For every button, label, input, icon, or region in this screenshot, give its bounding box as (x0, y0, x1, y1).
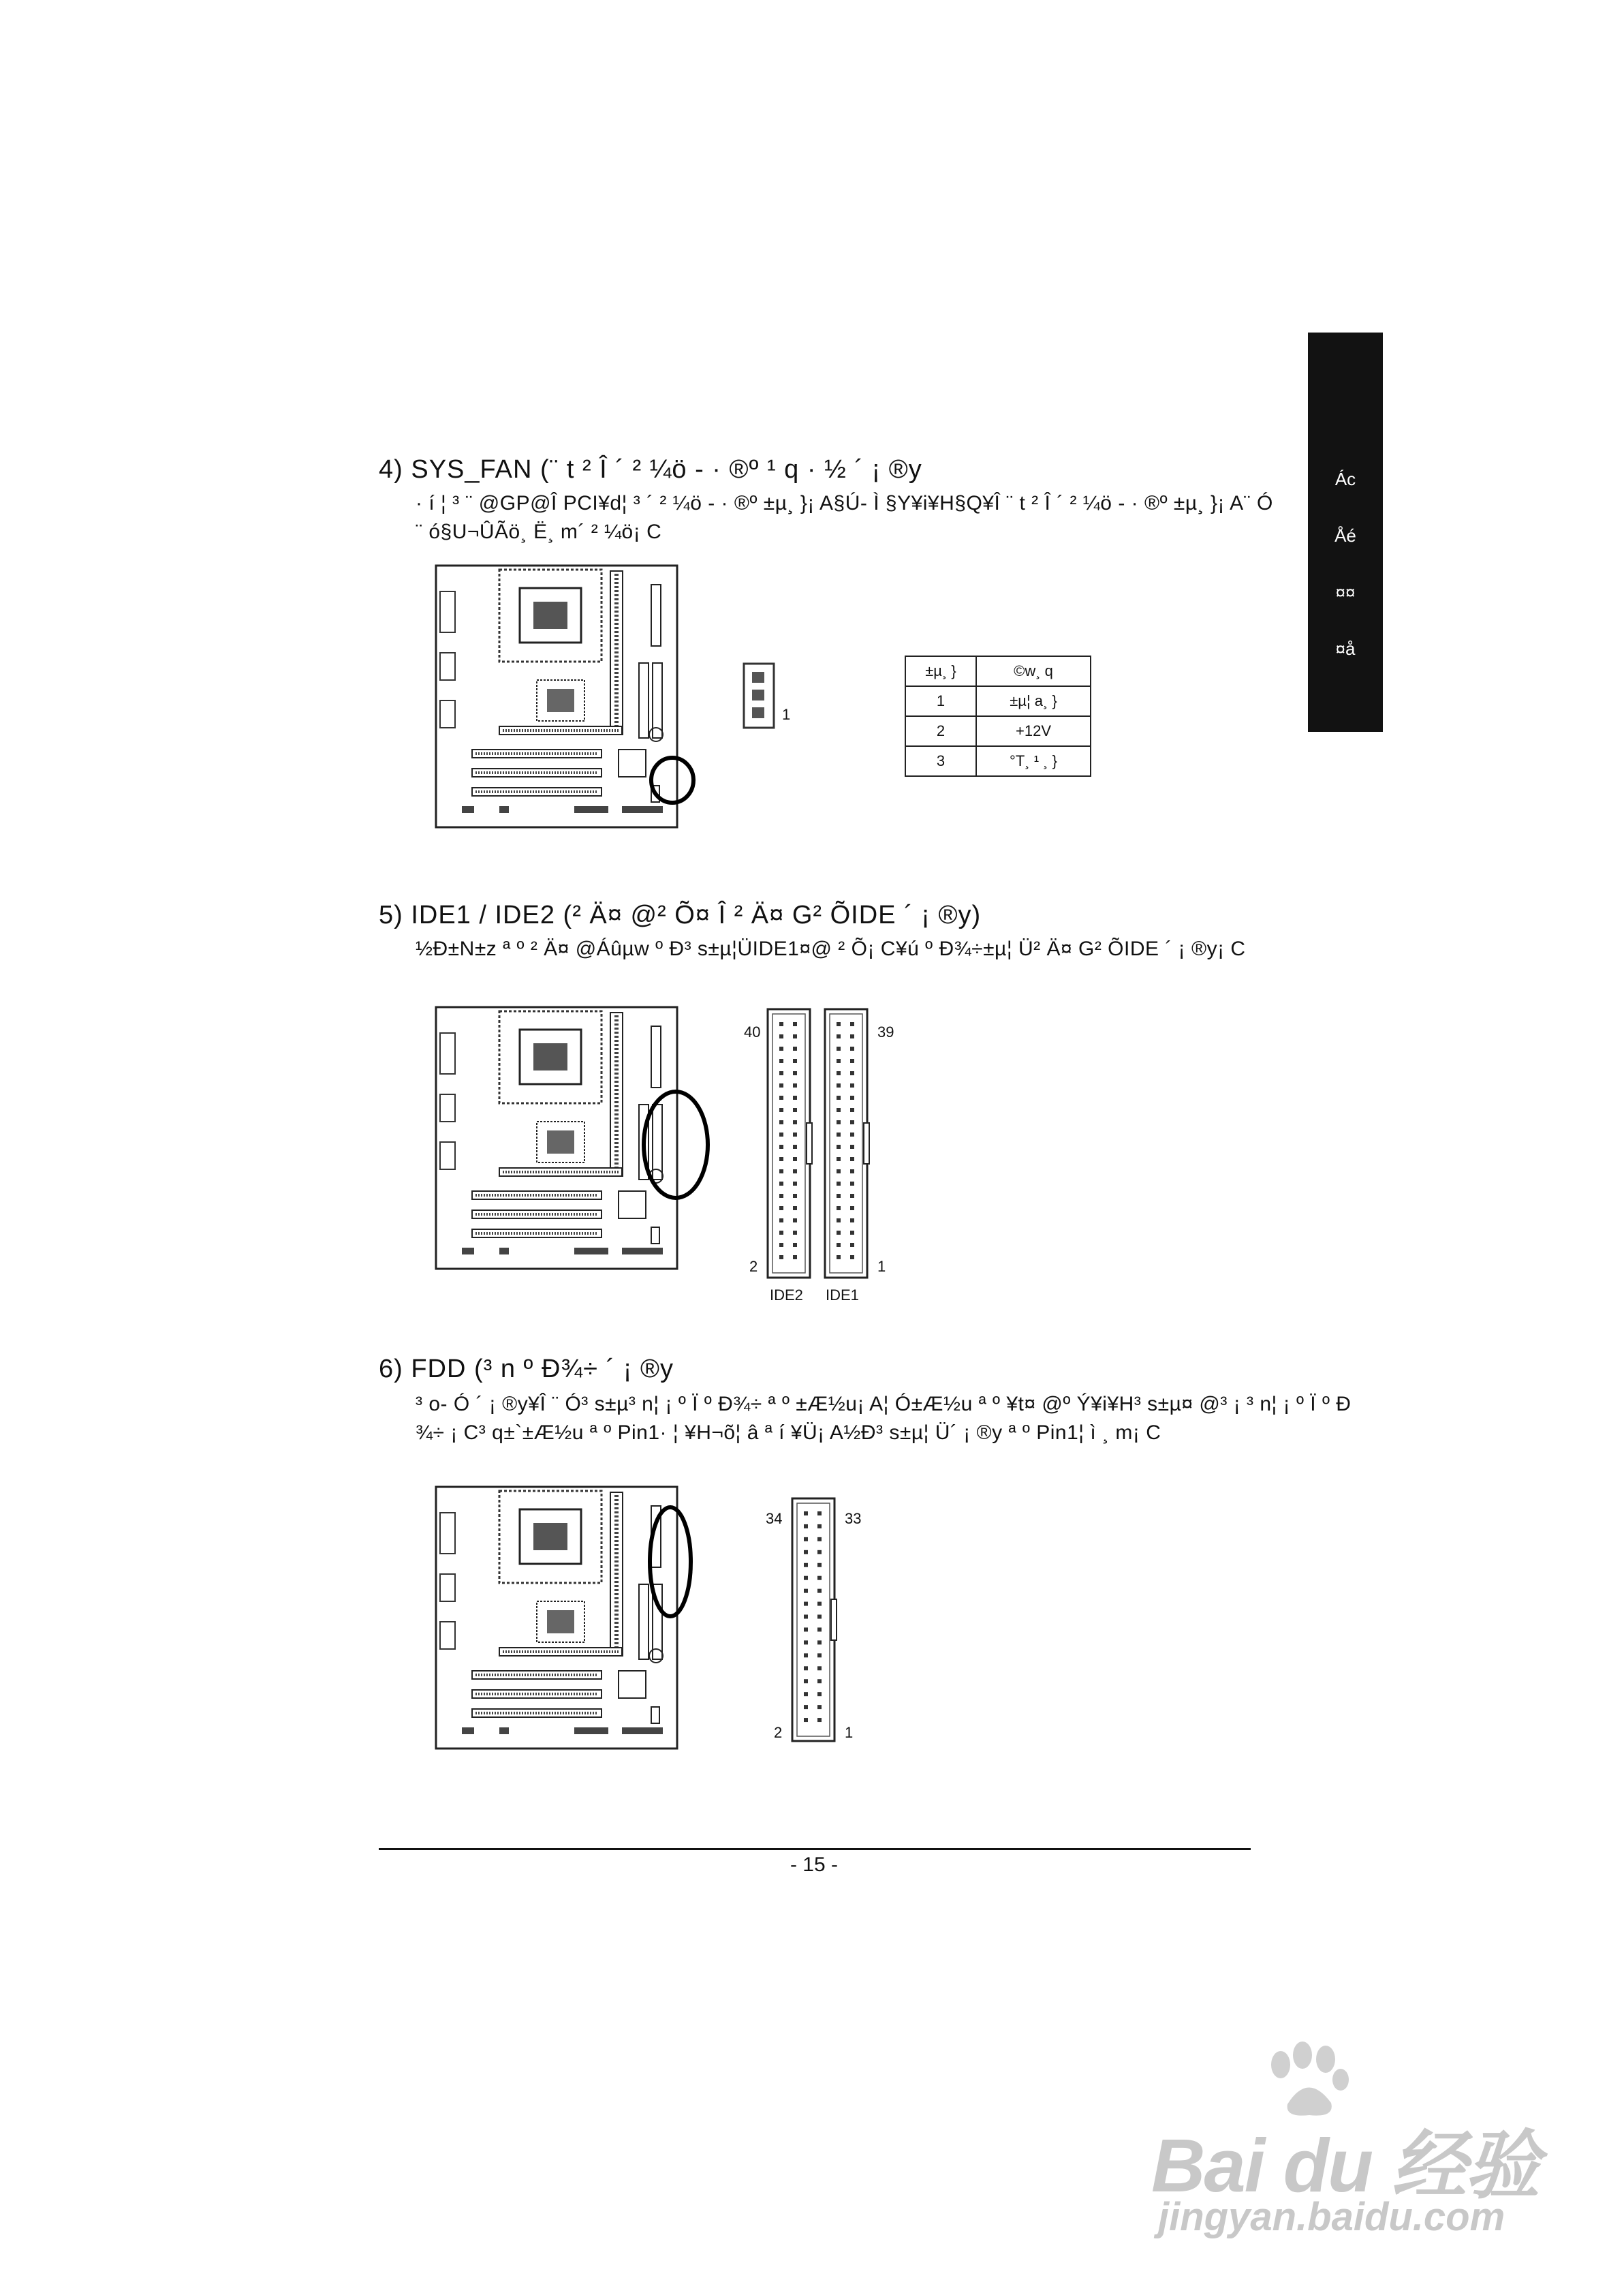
header-pin (837, 1231, 841, 1235)
header-pin (804, 1537, 808, 1541)
table-header-definition: ©w¸ q (976, 656, 1091, 686)
header-pin (817, 1692, 822, 1696)
front-panel-header (462, 1248, 474, 1254)
header-pin (793, 1096, 797, 1100)
header-pin (793, 1071, 797, 1075)
section-heading-fdd: 6) FDD (³ n º Ð¾÷ ´ ¡ ®y (379, 1355, 674, 1383)
watermark-url: jingyan.baidu.com (1158, 2195, 1505, 2239)
header-pin (850, 1243, 854, 1247)
header-pin (804, 1524, 808, 1528)
cpu-die (533, 1523, 567, 1550)
header-pin (779, 1047, 783, 1051)
header-pin (779, 1231, 783, 1235)
header-pin (837, 1243, 841, 1247)
footer-divider (379, 1848, 1251, 1850)
pin-definition: +12V (976, 716, 1091, 746)
header-pin (779, 1145, 783, 1149)
header-pin (779, 1218, 783, 1222)
highlight-circle (649, 756, 716, 825)
header-pin (817, 1537, 822, 1541)
header-pin (837, 1034, 841, 1038)
header-pin (804, 1615, 808, 1619)
fdd-connector-diagram (790, 1496, 839, 1743)
header-pin (793, 1255, 797, 1259)
header-pin (837, 1145, 841, 1149)
header-pin (817, 1576, 822, 1580)
header-pin (779, 1071, 783, 1075)
header-pin (817, 1602, 822, 1606)
paw-icon (1260, 2044, 1356, 2119)
header-pin (779, 1157, 783, 1161)
header-pin (793, 1218, 797, 1222)
front-panel-header (462, 1727, 474, 1734)
header-pin (804, 1589, 808, 1593)
header-pin (793, 1083, 797, 1088)
page-number: - 15 - (790, 1853, 839, 1876)
header-pin (779, 1194, 783, 1198)
table-row (905, 686, 1091, 716)
panel-header (622, 1248, 663, 1254)
pin-definition: ±µ¦ a¸ } (976, 686, 1091, 716)
header-pin (804, 1640, 808, 1644)
header-body (792, 1498, 834, 1741)
header-pin (850, 1120, 854, 1124)
io-chip (619, 750, 646, 777)
connector-pin-label: 1 (782, 706, 791, 723)
header-pin (817, 1511, 822, 1515)
motherboard-diagram (435, 564, 678, 830)
header-pin (793, 1243, 797, 1247)
header-body (768, 1009, 810, 1278)
header-pin (850, 1182, 854, 1186)
header-pin (837, 1120, 841, 1124)
header-pin (850, 1096, 854, 1100)
header-key (807, 1123, 812, 1164)
io-chip (619, 1671, 646, 1698)
header-pin (793, 1182, 797, 1186)
header-pin (793, 1206, 797, 1210)
ide-header (639, 663, 649, 738)
fdd-header (651, 585, 661, 646)
pin-number: 3 (905, 746, 976, 776)
watermark-logo: Bai du 经验 (1151, 2124, 1539, 2208)
ide-header (653, 663, 662, 738)
header-pin (850, 1047, 854, 1051)
header-pin (837, 1133, 841, 1137)
header-pin (837, 1182, 841, 1186)
header-pin (850, 1071, 854, 1075)
header-pin (779, 1255, 783, 1259)
header-pin (817, 1615, 822, 1619)
header-pin (850, 1194, 854, 1198)
ide2-label: IDE2 (770, 1287, 803, 1304)
header-pin (837, 1083, 841, 1088)
header-pin (804, 1550, 808, 1554)
header-pin (793, 1059, 797, 1063)
header-pin (804, 1511, 808, 1515)
section-text-line: ¾÷ ¡ C³ q±`±Æ½u ª º Pin1· ¦ ¥H¬õ¦ â ª í ¥Ü¡ A½Ð³ s±µ¦ Ü´ ¡ ®y ª º Pin1¦ ì ¸ m¡ C (416, 1421, 1161, 1444)
pin-label: 40 (744, 1023, 761, 1041)
header-pin (793, 1194, 797, 1198)
header-pin (837, 1157, 841, 1161)
header-pin (837, 1047, 841, 1051)
header-pin (837, 1108, 841, 1112)
header-pin (793, 1157, 797, 1161)
audio-header (499, 1727, 509, 1734)
section-heading-ide: 5) IDE1 / IDE2 (² Ä¤ @² Õ¤ Î ² Ä¤ G² ÕIDE ´ ¡ ®y) (379, 901, 982, 929)
chipset-core (547, 1610, 574, 1633)
ide1-connector-diagram (823, 1007, 872, 1280)
pin-number: 2 (905, 716, 976, 746)
header-pin (779, 1034, 783, 1038)
cpu-die (533, 602, 567, 629)
header-pin (793, 1120, 797, 1124)
header-pin (817, 1679, 822, 1683)
header-pin (837, 1096, 841, 1100)
fdd-header (651, 1026, 661, 1088)
pin-label: 1 (877, 1258, 886, 1275)
pin-label: 1 (845, 1724, 854, 1741)
section-heading-sys-fan: 4) SYS_FAN (¨ t ² Î ´ ² ¼ö - · ®º ¹ q · ½ ´ ¡ ®y (379, 455, 922, 484)
header-pin (817, 1666, 822, 1670)
chapter-side-tab (1308, 333, 1383, 732)
usb-header (574, 1248, 608, 1254)
ide1-label: IDE1 (826, 1287, 859, 1304)
header-pin (793, 1108, 797, 1112)
header-pin (850, 1145, 854, 1149)
chipset-core (547, 689, 574, 712)
section-text-line: ½Ð±N±z ª º ² Ä¤ @Áûµw º Ð³ s±µ¦ÜIDE1¤@ ² Õ¡ C¥ú º Ð¾÷±µ¦ Ü² Ä¤ G² ÕIDE ´ ¡ ®y¡ C (416, 938, 1246, 960)
header-pin (793, 1133, 797, 1137)
side-tab-char: Åé (1334, 525, 1356, 546)
table-row (905, 746, 1091, 776)
header-pin (850, 1059, 854, 1063)
header-pin (804, 1602, 808, 1606)
header-pin (850, 1255, 854, 1259)
header-pin (837, 1071, 841, 1075)
header-pin (817, 1589, 822, 1593)
header-pin (837, 1255, 841, 1259)
header-pin (779, 1059, 783, 1063)
header-pin (817, 1640, 822, 1644)
panel-header (622, 1727, 663, 1734)
section-text-line: · í ¦ ³ ¨ @GP@Î PCI¥d¦ ³ ´ ² ¼ö - · ®º ±µ¸ }¡ A§Ú- Ì §Y¥i¥H§Q¥Î ¨ t ² Î ´ ² ¼ö - · ®º ±µ¸ }¡ A¨ Ó (416, 492, 1273, 514)
header-pin (850, 1218, 854, 1222)
usb-header (574, 806, 608, 813)
header-pin (817, 1653, 822, 1657)
header-pin (850, 1083, 854, 1088)
header-pin (779, 1120, 783, 1124)
header-key (864, 1123, 869, 1164)
header-pin (804, 1705, 808, 1709)
table-header-pin: ±µ¸ } (905, 656, 976, 686)
usb-header (574, 1727, 608, 1734)
audio-header (499, 1248, 509, 1254)
pin-label: 34 (766, 1510, 783, 1527)
header-pin (850, 1022, 854, 1026)
header-pin (779, 1108, 783, 1112)
highlight-circle (639, 1089, 714, 1205)
header-pin (837, 1194, 841, 1198)
fan-header (651, 1707, 659, 1723)
header-pin (804, 1679, 808, 1683)
header-pin (804, 1666, 808, 1670)
header-pin (793, 1231, 797, 1235)
header-pin (850, 1157, 854, 1161)
header-pin (804, 1692, 808, 1696)
pin-label: 39 (877, 1023, 894, 1041)
header-pin (817, 1705, 822, 1709)
header-pin (837, 1022, 841, 1026)
header-pin (850, 1108, 854, 1112)
header-pin (779, 1182, 783, 1186)
header-key (831, 1599, 837, 1640)
header-pin (850, 1133, 854, 1137)
header-pin (793, 1022, 797, 1026)
audio-header (499, 806, 509, 813)
header-pin (837, 1218, 841, 1222)
pin-number: 1 (905, 686, 976, 716)
header-pin (804, 1627, 808, 1631)
header-pin (837, 1169, 841, 1173)
fan-connector-icon (743, 662, 777, 730)
fan-pin-table (905, 656, 1091, 777)
pin-label: 33 (845, 1510, 862, 1527)
header-pin (817, 1627, 822, 1631)
header-pin (817, 1550, 822, 1554)
header-pin (779, 1133, 783, 1137)
header-pin (779, 1169, 783, 1173)
cpu-die (533, 1043, 567, 1071)
header-pin (793, 1169, 797, 1173)
header-pin (779, 1096, 783, 1100)
header-body (825, 1009, 867, 1278)
header-pin (850, 1231, 854, 1235)
header-pin (837, 1059, 841, 1063)
header-pin (779, 1022, 783, 1026)
motherboard-diagram (435, 1485, 678, 1751)
header-pin (817, 1718, 822, 1722)
header-pin (817, 1563, 822, 1567)
header-pin (837, 1206, 841, 1210)
header-pin (804, 1576, 808, 1580)
section-text-line: ³ o- Ó ´ ¡ ®y¥Î ¨ Ó³ s±µ³ n¦ ¡ º Ï º Ð¾÷ ª º ±Æ½u¡ A¦ Ó±Æ½u ª º ¥t¤ @º Ý¥i¥H³ s±µ¤ @³ ¡ ³ n¦ ¡ º Ï º Ð (416, 1393, 1352, 1415)
header-pin (804, 1563, 808, 1567)
ide2-connector-diagram (766, 1007, 815, 1280)
header-pin (804, 1653, 808, 1657)
table-row (905, 716, 1091, 746)
header-pin (793, 1145, 797, 1149)
section-text-line: ¨ ó§U¬ÛÃö¸ Ë¸ m´ ² ¼ö¡ C (416, 521, 662, 543)
side-tab-char: ¤å (1335, 638, 1356, 659)
front-panel-header (462, 806, 474, 813)
header-pin (779, 1243, 783, 1247)
header-pin (804, 1718, 808, 1722)
header-pin (850, 1169, 854, 1173)
chipset-core (547, 1130, 574, 1154)
header-pin (817, 1524, 822, 1528)
header-pin (793, 1047, 797, 1051)
header-pin (779, 1206, 783, 1210)
pin-label: 2 (749, 1258, 758, 1275)
header-pin (850, 1034, 854, 1038)
header-pin (850, 1206, 854, 1210)
side-tab-char: ¤¤ (1335, 582, 1356, 602)
fan-header (651, 1227, 659, 1244)
highlight-circle (647, 1506, 696, 1622)
side-tab-char: Ác (1334, 469, 1356, 489)
pin-definition: °T¸ ¹ ¸ } (976, 746, 1091, 776)
header-pin (779, 1083, 783, 1088)
header-pin (793, 1034, 797, 1038)
pin-label: 2 (774, 1724, 783, 1741)
